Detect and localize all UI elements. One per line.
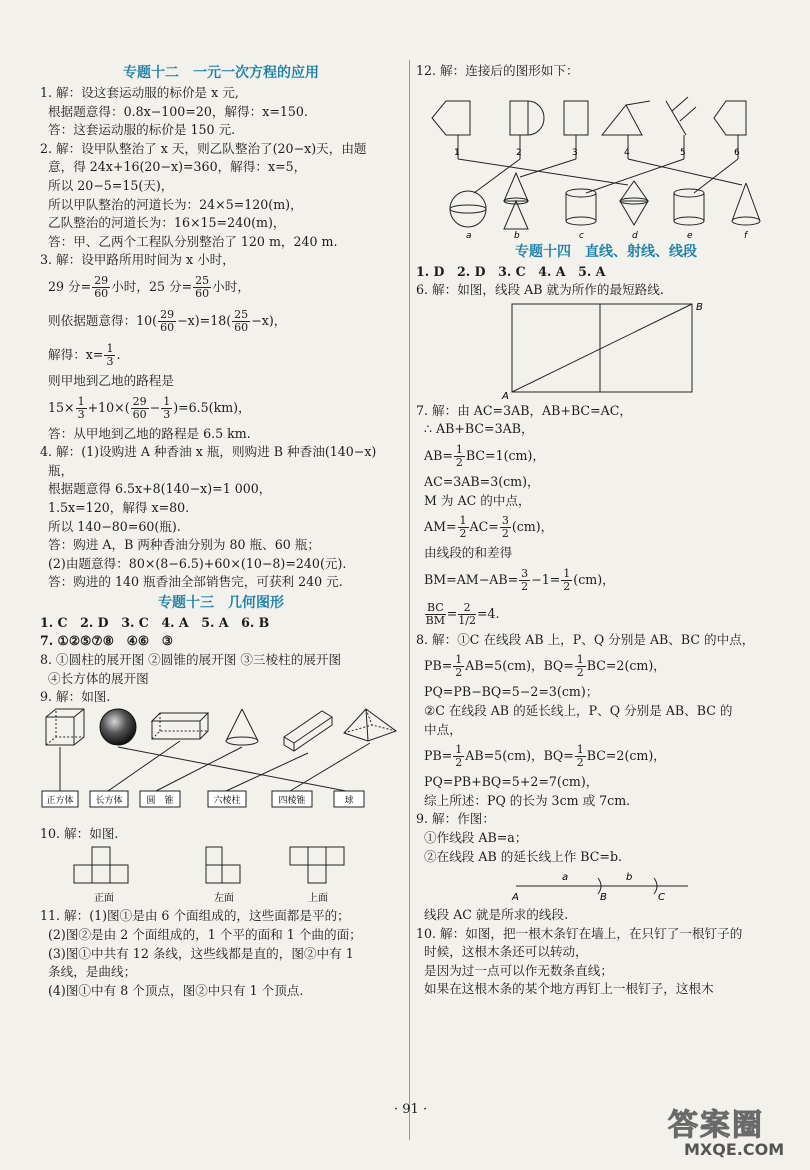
watermark-url: MXQE.COM — [684, 1140, 785, 1159]
answer-9-line: 线段 AC 就是所求的线段. — [424, 907, 569, 923]
answer-11-line: (2)图②是由 2 个面组成的，1 个平的面和 1 个曲的面； — [48, 927, 362, 943]
fraction: $\frac{29}{60}$ — [132, 394, 147, 421]
label-hex-prism: 六棱柱 — [213, 795, 241, 806]
segment-construction-figure — [416, 866, 796, 906]
answer-10-line: 10. 解：如图，把一根木条钉在墙上，在只钉了一根钉子的 — [416, 925, 743, 941]
answer-11-line: 条线，是曲线； — [48, 964, 137, 980]
answer-4-line: (2)由题意得：80×(8−6.5)+60×(10−8)=240(元). — [48, 555, 347, 571]
fraction: $\frac{1}{3}$ — [106, 341, 114, 368]
answers-1-5: 1. D 2. D 3. C 4. A 5. A — [416, 263, 606, 279]
right-column — [416, 62, 796, 999]
net-3 — [564, 101, 588, 135]
answer-2-line: 意，得 24x+16(20−x)=360，解得：x=5， — [48, 159, 307, 175]
net-num: 4 — [624, 147, 630, 158]
fraction: $\frac{29}{60}$ — [160, 307, 175, 334]
answer-3-fraction-line: 29 分= $\frac{29}{60}$ 小时，25 分= $\frac{25}{60}$ 小时， — [48, 273, 250, 300]
column-divider — [409, 60, 410, 1140]
answer-12-line: 12. 解：连接后的图形如下： — [416, 63, 579, 78]
answer-8-fraction-line: PB= $\frac{1}{2}$ AB=5(cm)，BQ= $\frac{1}{2}$ BC=2(cm)， — [424, 743, 666, 770]
answer-7-fraction-line: $\frac{BC}{BM}$ = $\frac{2}{1/2}$ =4. — [425, 600, 500, 627]
net-1 — [432, 101, 470, 135]
nets-matching-figure — [416, 81, 796, 241]
answer-9-line: 9. 解：如图. — [40, 689, 111, 705]
solid-letter: c — [579, 230, 584, 241]
answer-7-line: ∴ AB+BC=3AB， — [424, 421, 534, 437]
pyramid-shape — [344, 709, 396, 741]
answer-7-line: 7. 解：由 AC=3AB，AB+BC=AC， — [416, 402, 632, 418]
left-column — [40, 62, 402, 1000]
answer-8-line: 8. 解：①C 在线段 AB 上，P、Q 分别是 AB、BC 的中点， — [416, 631, 755, 647]
fraction: $\frac{25}{60}$ — [195, 273, 210, 300]
answer-11-line: (4)图①中有 8 个顶点，图②中只有 1 个顶点. — [48, 982, 304, 998]
label-cone: 圆 锥 — [146, 795, 174, 806]
answer-7-fraction-line: BM=AM−AB= $\frac{3}{2}$ −1= $\frac{1}{2}$ (cm)， — [424, 566, 615, 593]
net-num: 1 — [454, 147, 460, 158]
answer-1-line: 1. 解：设这套运动服的标价是 x 元, — [40, 85, 239, 100]
fraction: $\frac{1}{3}$ — [163, 394, 171, 421]
fraction: $\frac{3}{2}$ — [501, 514, 509, 541]
answer-11-line: 11. 解：(1)图①是由 6 个面组成的，这些面都是平的； — [40, 908, 350, 924]
answer-7-line: AC=3AB=3(cm)， — [424, 473, 540, 489]
net-6 — [714, 101, 746, 135]
label-a: a — [562, 872, 569, 884]
cube-shape — [46, 717, 74, 745]
label-cube: 正方体 — [46, 795, 74, 806]
label-top: 上面 — [308, 893, 328, 905]
answer-3-line: 答：从甲地到乙地的路程是 6.5 km. — [48, 425, 251, 441]
fraction: $\frac{1}{2}$ — [455, 743, 463, 770]
segment-AB — [512, 304, 692, 392]
answer-8-line: PQ=PB−BQ=5−2=3(cm)； — [424, 684, 599, 700]
answer-10-line: 是因为过一点可以作无数条直线； — [424, 962, 613, 978]
net-num: 6 — [734, 147, 740, 158]
answer-7-fraction-line: AB= $\frac{1}{2}$ BC=1(cm)， — [424, 442, 546, 469]
label-front: 正面 — [94, 893, 114, 905]
solid-labels — [42, 791, 364, 807]
hex-prism-shape — [284, 711, 332, 751]
label-A: A — [512, 892, 519, 904]
label-sphere: 球 — [344, 795, 354, 806]
point-A: A — [502, 390, 509, 402]
answer-9-line: ①作线段 AB=a； — [424, 829, 528, 845]
solid-letter: d — [632, 230, 638, 241]
section-title-12: 专题十二 一元一次方程的应用 — [123, 65, 319, 81]
answer-2-line: 答：甲、乙两个工程队分别整治了 120 m，240 m. — [48, 233, 338, 249]
answer-11-line: (3)图①中共有 12 条线，这些线都是直的，图②中有 1 — [48, 945, 354, 961]
net-num: 3 — [572, 147, 578, 158]
answer-4-line: 根据题意得 6.5x+8(140−x)=1 000， — [48, 481, 272, 497]
answer-10-line: 10. 解：如图. — [40, 825, 119, 841]
fraction: $\frac{1}{2}$ — [576, 743, 584, 770]
answer-8-line: 综上所述：PQ 的长为 3cm 或 7cm. — [424, 792, 631, 808]
fraction: $\frac{1}{2}$ — [455, 442, 463, 469]
answer-8-line: PQ=PB+BQ=5+2=7(cm)， — [424, 774, 599, 790]
answer-2-line: 2. 解：设甲队整治了 x 天，则乙队整治了(20−x)天，由题 — [40, 140, 367, 156]
section-title-13: 专题十三 几何图形 — [158, 594, 284, 611]
front-view — [74, 847, 128, 883]
answer-3-fraction-line: 解得：x= $\frac{1}{3}$ . — [48, 341, 121, 368]
answer-10-line: 时候，这根木条还可以转动， — [424, 944, 588, 960]
answer-10-line: 如果在这根木条的某个地方再钉上一根钉子，这根木 — [424, 981, 714, 997]
answer-7-line: 由线段的和差得 — [424, 545, 513, 561]
label-B: B — [600, 892, 607, 904]
net-5 — [666, 97, 696, 135]
answer-9-line: 9. 解：作图： — [416, 811, 495, 827]
top-view — [290, 847, 344, 883]
section-title-14: 专题十四 直线、射线、线段 — [515, 243, 697, 260]
fraction: $\frac{29}{60}$ — [94, 273, 109, 300]
fraction: $\frac{25}{60}$ — [234, 307, 249, 334]
shortest-path-figure — [416, 300, 796, 402]
answer-4-line: 所以 140−80=60(瓶). — [48, 518, 181, 534]
label-cuboid: 长方体 — [95, 795, 123, 806]
answer-7-line: M 为 AC 的中点， — [424, 492, 531, 508]
answers-1-6: 1. C 2. D 3. C 4. A 5. A 6. B — [40, 614, 270, 630]
answer-3-line: 则甲地到乙地的路程是 — [48, 372, 174, 388]
label-pyramid: 四棱锥 — [278, 795, 306, 806]
answer-1-line: 根据题意得：0.8x−100=20，解得：x=150. — [48, 103, 308, 119]
solids-matching-figure — [40, 707, 402, 825]
fraction: $\frac{3}{2}$ — [521, 566, 529, 593]
fraction: $\frac{1}{2}$ — [563, 566, 571, 593]
fraction: $\frac{BC}{BM}$ — [425, 600, 446, 627]
net-2 — [510, 101, 544, 135]
answer-4-line: 答：购进的 140 瓶香油全部销售完，可获利 240 元. — [48, 574, 343, 590]
fraction: $\frac{2}{1/2}$ — [458, 600, 476, 627]
fraction: $\frac{1}{3}$ — [77, 394, 85, 421]
left-view — [206, 847, 240, 883]
answer-3-fraction-line: 则依据题意得：10( $\frac{29}{60}$ −x)=18( $\frac{25}{60}$ −x)， — [48, 307, 287, 334]
solid-letter: e — [687, 230, 693, 241]
answer-4-line: 4. 解：(1)设购进 A 种香油 x 瓶，则购进 B 种香油(140−x) — [40, 444, 377, 460]
answer-3-line: 3. 解：设甲路所用时间为 x 小时， — [40, 252, 235, 268]
answer-3-fraction-line: 15× $\frac{1}{3}$ +10×( $\frac{29}{60}$ − $\frac{1}{3}$ )=6.5(km)， — [48, 394, 251, 421]
answer-8-line: ④长方体的展开图 — [48, 670, 149, 686]
page-number: · 91 · — [394, 1102, 428, 1117]
sphere-shape — [100, 709, 136, 745]
answer-4-line: 答：购进 A，B 两种香油分别为 80 瓶、60 瓶； — [48, 537, 320, 553]
answer-4-line: 瓶， — [48, 462, 74, 478]
label-C: C — [658, 892, 665, 904]
answer-8-line: ②C 在线段 AB 的延长线上，P、Q 分别是 AB、BC 的 — [424, 702, 733, 718]
solid-a — [450, 191, 486, 227]
answer-2-line: 所以 20−5=15(天)， — [48, 177, 174, 193]
answer-4-line: 1.5x=120，解得 x=80. — [48, 499, 190, 515]
answer-2-line: 所以甲队整治的河道长为：24×5=120(m)， — [48, 196, 303, 212]
point-B: B — [696, 301, 703, 313]
answer-8-line: 8. ①圆柱的展开图 ②圆锥的展开图 ③三棱柱的展开图 — [40, 652, 342, 668]
solid-f — [732, 183, 760, 221]
answer-6-line: 6. 解：如图，线段 AB 就为所作的最短路线. — [416, 282, 664, 298]
label-b: b — [626, 872, 633, 884]
fraction: $\frac{1}{2}$ — [576, 653, 584, 680]
three-views-figure — [40, 843, 402, 907]
answer-2-line: 乙队整治的河道长为：16×15=240(m)， — [48, 215, 286, 231]
solid-letter: f — [744, 230, 748, 241]
net-num: 2 — [516, 147, 522, 158]
watermark-logo: 答案圈 — [668, 1108, 764, 1143]
net-4 — [602, 101, 650, 135]
solid-letter: a — [466, 230, 472, 241]
label-left: 左面 — [214, 893, 234, 905]
answer-8-line: 中点， — [424, 721, 462, 737]
solid-letter: b — [514, 230, 520, 241]
fraction: $\frac{1}{2}$ — [459, 514, 467, 541]
fraction: $\frac{1}{2}$ — [455, 653, 463, 680]
answer-8-fraction-line: PB= $\frac{1}{2}$ AB=5(cm)，BQ= $\frac{1}{2}$ BC=2(cm)， — [424, 653, 666, 680]
net-num: 5 — [680, 147, 686, 158]
answer-9-line: ②在线段 AB 的延长线上作 BC=b. — [424, 848, 623, 864]
answer-1-line: 答：这套运动服的标价是 150 元. — [48, 122, 236, 138]
answer-7: 7. ①②⑤⑦⑧ ④⑥ ③ — [40, 633, 174, 649]
answer-7-fraction-line: AM= $\frac{1}{2}$ AC= $\frac{3}{2}$ (cm)， — [424, 514, 554, 541]
solid-b — [504, 173, 528, 229]
cone-shape — [226, 709, 258, 741]
